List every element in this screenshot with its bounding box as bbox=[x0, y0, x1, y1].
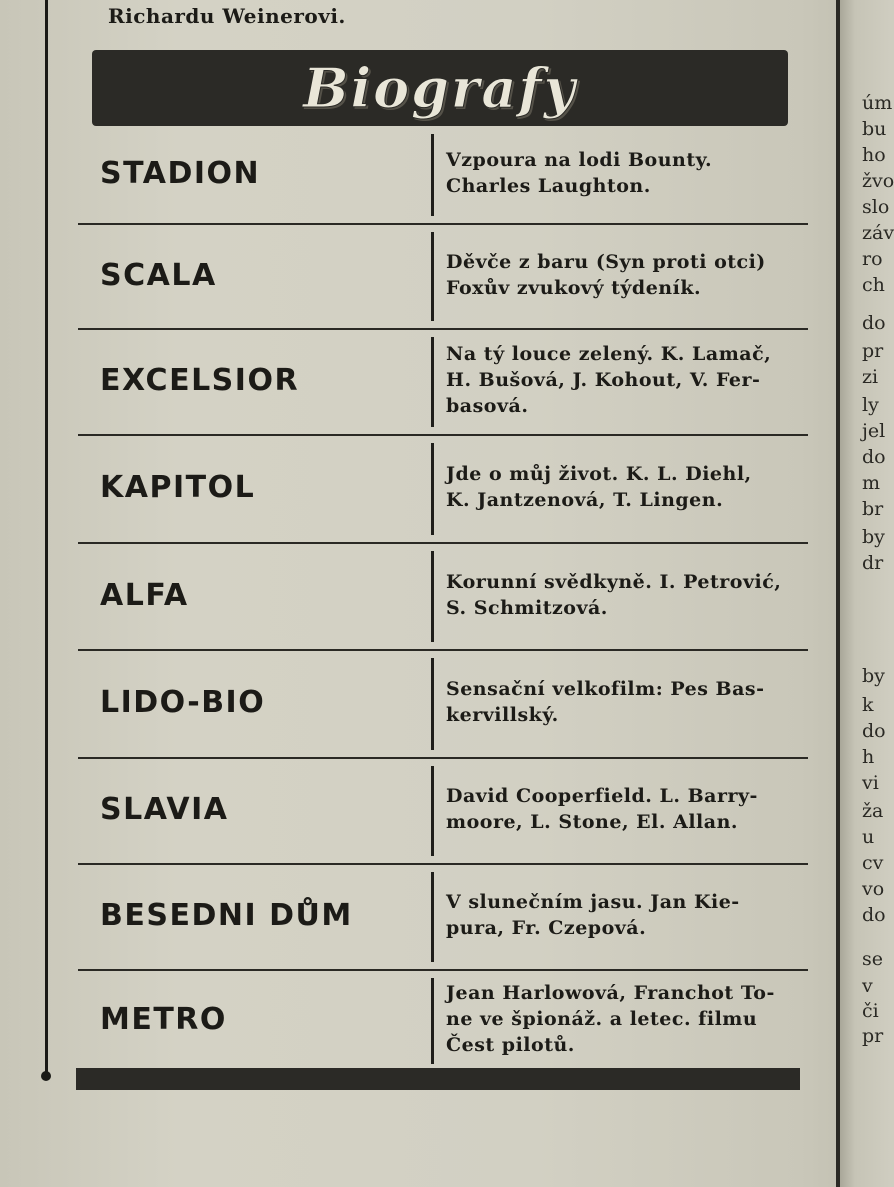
adjacent-page-text: br bbox=[862, 498, 884, 520]
film-line: Charles Laughton. bbox=[446, 175, 651, 197]
row-separator bbox=[78, 969, 808, 971]
section-banner bbox=[92, 50, 788, 126]
film-line: Jean Harlowová, Franchot To- bbox=[446, 982, 775, 1004]
adjacent-page-text: do bbox=[862, 904, 886, 926]
column-divider bbox=[431, 978, 434, 1064]
adjacent-page-text: dr bbox=[862, 552, 884, 574]
adjacent-page-text: ch bbox=[862, 274, 885, 296]
adjacent-page-text: do bbox=[862, 446, 886, 468]
cinema-name: METRO bbox=[100, 1002, 227, 1037]
column-divider bbox=[431, 337, 434, 427]
bottom-bar bbox=[76, 1068, 800, 1090]
film-line: Vzpoura na lodi Bounty. bbox=[446, 149, 713, 171]
adjacent-page-text: zi bbox=[862, 366, 879, 388]
cinema-name: EXCELSIOR bbox=[100, 363, 300, 398]
section-title: Biografy bbox=[303, 56, 577, 120]
adjacent-page-text: ža bbox=[862, 800, 884, 822]
adjacent-page-text: u bbox=[862, 826, 875, 848]
film-line: V slunečním jasu. Jan Kie- bbox=[446, 891, 740, 913]
row-separator bbox=[78, 757, 808, 759]
row-separator bbox=[78, 649, 808, 651]
film-line: H. Bušová, J. Kohout, V. Fer- bbox=[446, 369, 761, 391]
film-line: K. Jantzenová, T. Lingen. bbox=[446, 489, 724, 511]
adjacent-page-text: k bbox=[862, 694, 874, 716]
row-separator bbox=[78, 863, 808, 865]
film-listing bbox=[446, 341, 812, 419]
row-separator bbox=[78, 223, 808, 225]
column-divider bbox=[431, 766, 434, 856]
film-listing bbox=[446, 783, 812, 835]
film-line: ne ve špionáž. a letec. filmu bbox=[446, 1008, 758, 1030]
film-line: Čest pilotů. bbox=[446, 1034, 575, 1056]
adjacent-page-text: v bbox=[862, 975, 873, 997]
column-divider bbox=[431, 658, 434, 750]
film-listing bbox=[446, 249, 812, 301]
adjacent-page-edge bbox=[840, 0, 894, 1187]
adjacent-page-text: či bbox=[862, 1000, 879, 1022]
adjacent-page-text: úm bbox=[862, 92, 893, 114]
left-rule-end-dot bbox=[41, 1071, 51, 1081]
adjacent-page-text: do bbox=[862, 312, 886, 334]
cinema-name: LIDO-BIO bbox=[100, 685, 266, 720]
adjacent-page-text: pr bbox=[862, 1025, 884, 1047]
adjacent-page-text: cv bbox=[862, 852, 884, 874]
cinema-name: BESEDNI DŮM bbox=[100, 898, 353, 933]
adjacent-page-text: ho bbox=[862, 144, 886, 166]
adjacent-page-text: žvo bbox=[862, 170, 894, 192]
cinema-name: SLAVIA bbox=[100, 792, 229, 827]
adjacent-page-text: by bbox=[862, 665, 885, 687]
left-column-rule bbox=[45, 0, 48, 1080]
film-line: S. Schmitzová. bbox=[446, 596, 608, 619]
adjacent-page-text: ly bbox=[862, 394, 879, 416]
film-line: Na tý louce zelený. K. Lamač, bbox=[446, 343, 772, 365]
film-line: kervillský. bbox=[446, 704, 559, 726]
film-listing bbox=[446, 569, 812, 621]
film-listing bbox=[446, 147, 812, 199]
adjacent-page-text: záv bbox=[862, 222, 894, 244]
adjacent-page-text: m bbox=[862, 472, 881, 494]
column-divider bbox=[431, 443, 434, 535]
film-listing bbox=[446, 980, 812, 1058]
film-listing bbox=[446, 889, 812, 941]
cinema-name: ALFA bbox=[100, 577, 189, 613]
adjacent-page-text: se bbox=[862, 948, 883, 970]
column-divider bbox=[431, 134, 434, 216]
adjacent-page-text: ro bbox=[862, 248, 883, 270]
adjacent-page-text: vi bbox=[862, 772, 879, 794]
film-listing bbox=[446, 461, 812, 513]
film-line: pura, Fr. Czepová. bbox=[446, 917, 647, 939]
film-line: Jde o můj život. K. L. Diehl, bbox=[446, 463, 752, 485]
film-line: Foxův zvukový týdeník. bbox=[446, 276, 702, 299]
row-separator bbox=[78, 542, 808, 544]
adjacent-page-text: slo bbox=[862, 196, 890, 218]
film-listing bbox=[446, 676, 812, 728]
adjacent-page-text: jel bbox=[862, 420, 886, 442]
film-line: basová. bbox=[446, 395, 529, 417]
cinema-name: KAPITOL bbox=[100, 470, 256, 505]
cinema-name: STADION bbox=[100, 156, 261, 191]
cinema-name: SCALA bbox=[100, 257, 217, 293]
column-divider bbox=[431, 551, 434, 642]
film-line: moore, L. Stone, El. Allan. bbox=[446, 811, 739, 833]
film-line: Děvče z baru (Syn proti otci) bbox=[446, 250, 766, 273]
adjacent-page-text: by bbox=[862, 526, 885, 548]
adjacent-page-text: pr bbox=[862, 340, 884, 362]
film-line: Korunní svědkyně. I. Petrović, bbox=[446, 570, 782, 593]
adjacent-page-text: h bbox=[862, 746, 875, 768]
film-line: Sensační velkofilm: Pes Bas- bbox=[446, 678, 765, 700]
row-separator bbox=[78, 328, 808, 330]
adjacent-page-text: do bbox=[862, 720, 886, 742]
adjacent-page-text: vo bbox=[862, 878, 885, 900]
column-divider bbox=[431, 232, 434, 321]
header-note: Richardu Weinerovi. bbox=[108, 4, 346, 28]
row-separator bbox=[78, 434, 808, 436]
column-divider bbox=[431, 872, 434, 962]
adjacent-page-text: bu bbox=[862, 118, 887, 140]
film-line: David Cooperfield. L. Barry- bbox=[446, 785, 758, 807]
